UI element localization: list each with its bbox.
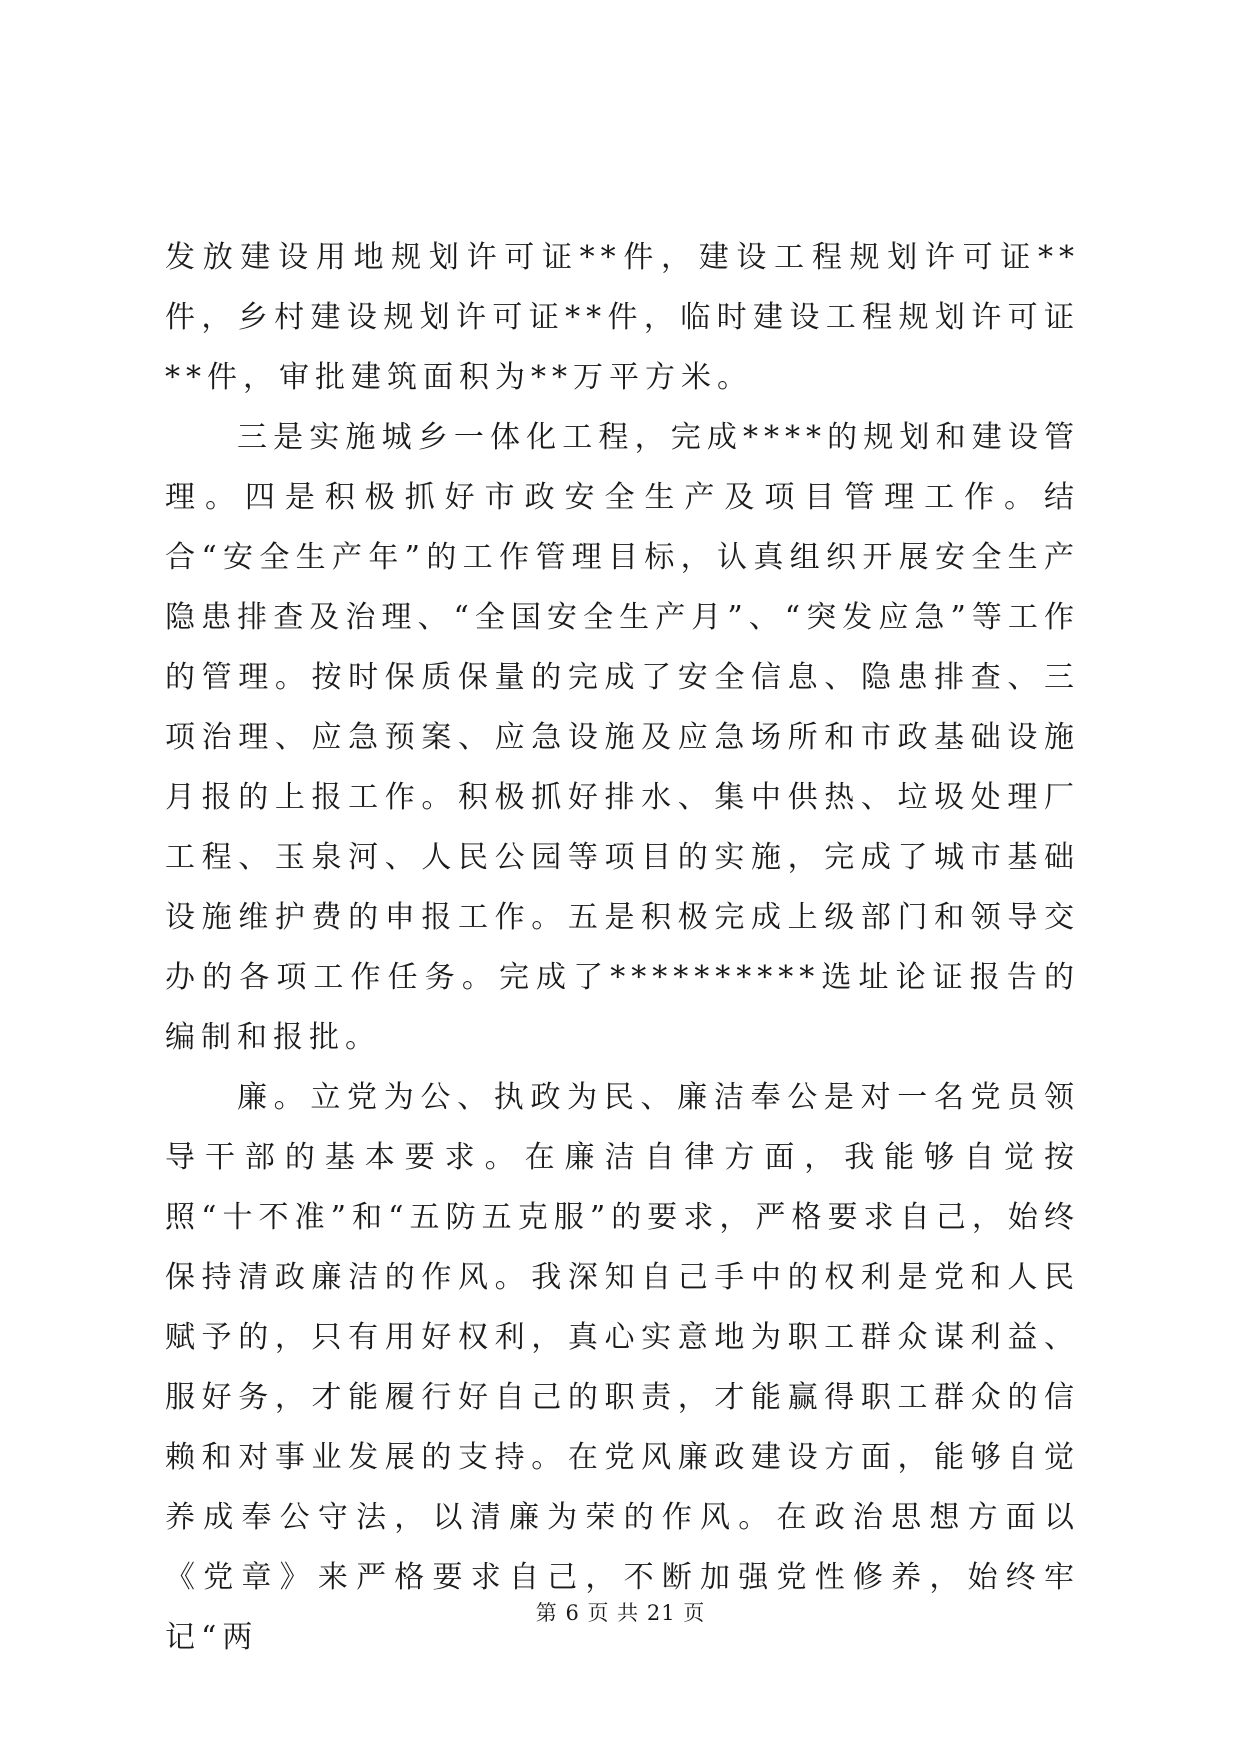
paragraph-3: 廉。立党为公、执政为民、廉洁奉公是对一名党员领导干部的基本要求。在廉洁自律方面，我能够自觉按照“十不准”和“五防五克服”的要求，严格要求自己，始终保持清政廉洁的作风。我深知自己手中的权利是党和人民赋予的，只有用好权利，真心实意地为职工群众谋利益、服好务，才能履行好自己的职责，才能赢得职工群众的信赖和对事业发展的支持。在党风廉政建设方面，能够自觉养成奉公守法，以清廉为荣的作风。在政治思想方面以《党章》来严格要求自己，不断加强党性修养，始终牢记“两 — [165, 1080, 1080, 1655]
document-body — [165, 228, 1080, 1668]
page-number-label: 第 6 页 共 21 页 — [535, 1601, 706, 1625]
page-footer — [0, 1597, 1241, 1627]
paragraph-2: 三是实施城乡一体化工程，完成****的规划和建设管理。四是积极抓好市政安全生产及项目管理工作。结合“安全生产年”的工作管理目标，认真组织开展安全生产隐患排查及治理、“全国安全生产月”、“突发应急”等工作的管理。按时保质保量的完成了安全信息、隐患排查、三项治理、应急预案、应急设施及应急场所和市政基础设施月报的上报工作。积极抓好排水、集中供热、垃圾处理厂工程、玉泉河、人民公园等项目的实施，完成了城市基础设施维护费的申报工作。五是积极完成上级部门和领导交办的各项工作任务。完成了**********选址论证报告的编制和报批。 — [165, 420, 1080, 1055]
paragraph-1: 发放建设用地规划许可证**件，建设工程规划许可证**件，乡村建设规划许可证**件，临时建设工程规划许可证**件，审批建筑面积为**万平方米。 — [165, 240, 1080, 395]
